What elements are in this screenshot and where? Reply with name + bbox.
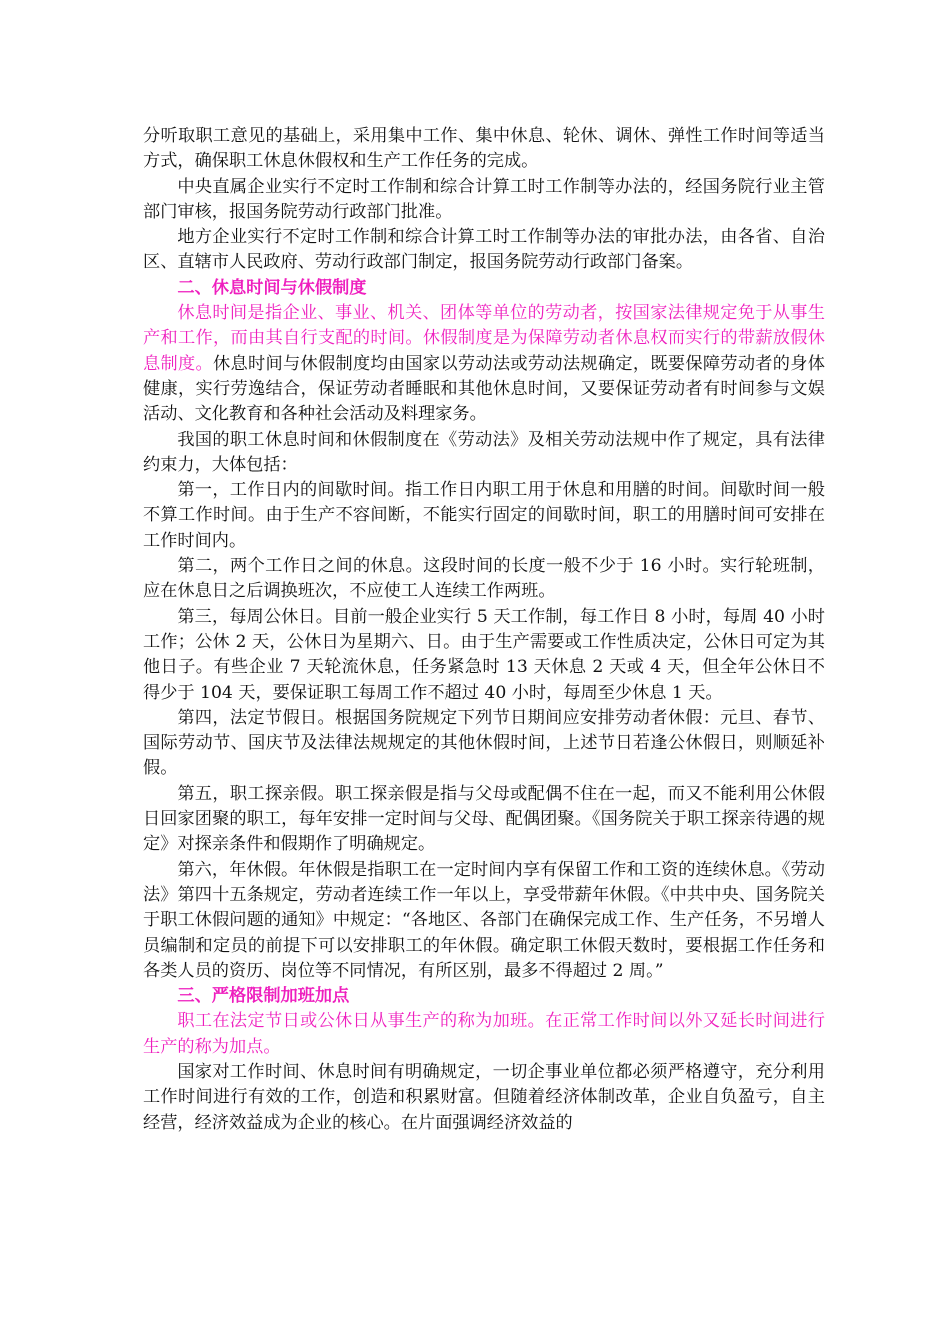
paragraph-4-rest: 休息时间与休假制度均由国家以劳动法或劳动法规确定，既要保障劳动者的身体健康，实行劳逸结合，保证劳动者睡眠和其他休息时间，又要保证劳动者有时间参与文娱活动、文化教育和各种社会活动及料理家务。 (143, 353, 825, 425)
paragraph-1: 分听取职工意见的基础上，采用集中工作、集中休息、轮休、调休、弹性工作时间等适当方式，确保职工休息休假权和生产工作任务的完成。 (143, 126, 825, 172)
section-heading-3: 三、严格限制加班加点 (177, 986, 350, 1007)
paragraph-13: 国家对工作时间、休息时间有明确规定，一切企事业单位都必须严格遵守，充分利用工作时间进行有效的工作，创造和积累财富。但随着经济体制改革，企业自负盈亏，自主经营，经济效益成为企业的核心。在片面强调经济效益的 (143, 1061, 825, 1133)
paragraph-4 (143, 301, 825, 427)
paragraph-8: 第三，每周公休日。目前一般企业实行 5 天工作制，每工作日 8 小时，每周 40 小时工作；公休 2 天，公休日为星期六、日。由于生产需要或工作性质决定，公休日可定为其他日子。有些企业 7 天轮流休息，任务紧急时 13 天休息 2 天或 4 天，但全年公休日不得少于 104 天，要保证职工每周工作不超过 40 小时，每周至少休息 1 天。 (143, 606, 825, 703)
paragraph-9: 第四，法定节假日。根据国务院规定下列节日期间应安排劳动者休假：元旦、春节、国际劳动节、国庆节及法律法规规定的其他休假时间，上述节日若逢公休假日，则顺延补假。 (143, 707, 825, 779)
paragraph-5: 我国的职工休息时间和休假制度在《劳动法》及相关劳动法规中作了规定，具有法律约束力，大体包括： (143, 429, 825, 475)
paragraph-4-highlight: 休息时间是指企业、事业、机关、团体等单位的劳动者，按国家法律规定免于从事生产和工作，而由其自行支配的时间。休假制度是为保障劳动者休息权而实行的带薪放假休息制度。 (143, 303, 825, 374)
section-heading-2: 二、休息时间与休假制度 (177, 277, 367, 298)
paragraph-3: 地方企业实行不定时工作制和综合计算工时工作制等办法的审批办法，由各省、自治区、直辖市人民政府、劳动行政部门制定，报国务院劳动行政部门备案。 (143, 227, 825, 273)
paragraph-12: 职工在法定节日或公休日从事生产的称为加班。在正常工作时间以外又延长时间进行生产的称为加点。 (143, 1011, 825, 1057)
paragraph-7: 第二，两个工作日之间的休息。这段时间的长度一般不少于 16 小时。实行轮班制，应在休息日之后调换班次，不应使工人连续工作两班。 (143, 556, 825, 602)
paragraph-2: 中央直属企业实行不定时工作制和综合计算工时工作制等办法的，经国务院行业主管部门审核，报国务院劳动行政部门批准。 (143, 176, 825, 222)
paragraph-6: 第一，工作日内的间歇时间。指工作日内职工用于休息和用膳的时间。间歇时间一般不算工作时间。由于生产不容间断，不能实行固定的间歇时间，职工的用膳时间可安排在工作时间内。 (143, 480, 825, 551)
paragraph-10: 第五，职工探亲假。职工探亲假是指与父母或配偶不住在一起，而又不能利用公休假日回家团聚的职工，每年安排一定时间与父母、配偶团聚。《国务院关于职工探亲待遇的规定》对探亲条件和假期作了明确规定。 (143, 783, 825, 855)
document-page (143, 124, 825, 1136)
paragraph-11: 第六，年休假。年休假是指职工在一定时间内享有保留工作和工资的连续休息。《劳动法》第四十五条规定，劳动者连续工作一年以上，享受带薪年休假。《中共中央、国务院关于职工休假问题的通知》中规定：“各地区、各部门在确保完成工作、生产任务，不另增人员编制和定员的前提下可以安排职工的年休假。确定职工休假天数时，要根据工作任务和各类人员的资历、岗位等不同情况，有所区别，最多不得超过 2 周。” (143, 859, 825, 981)
